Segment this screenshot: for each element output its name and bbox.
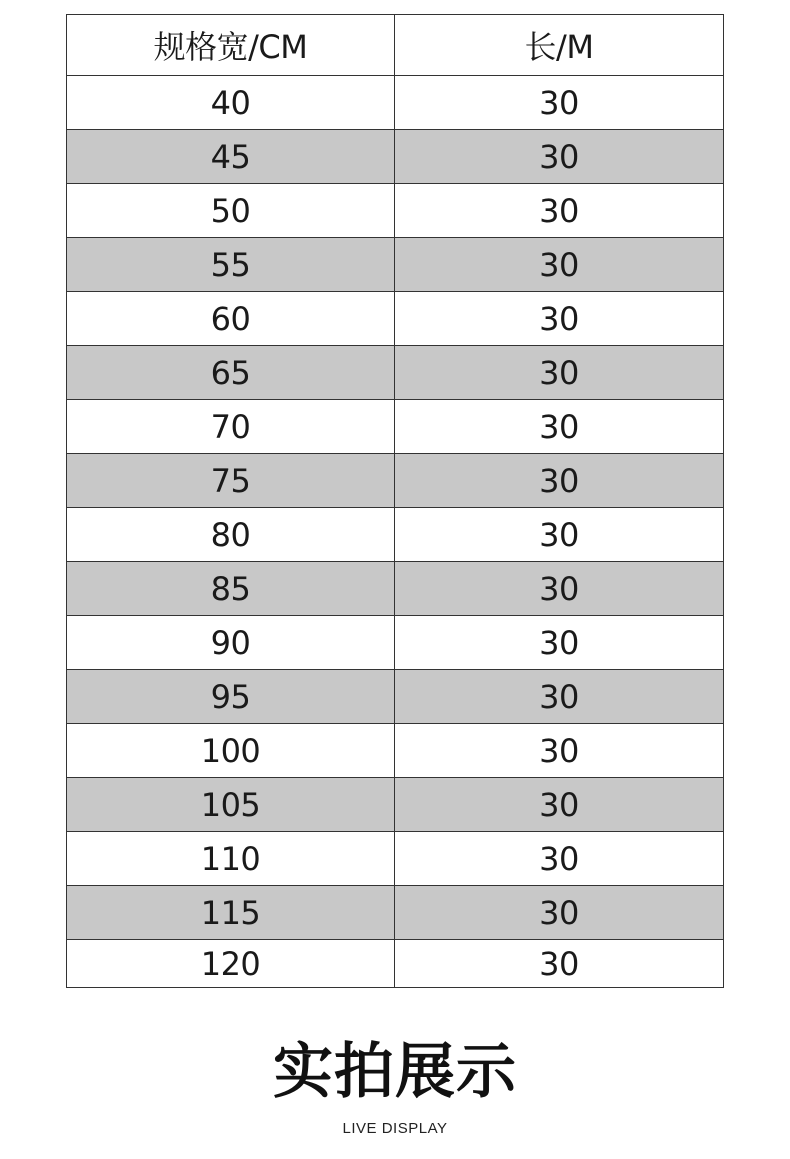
table-row xyxy=(67,454,724,508)
cell-width: 90 xyxy=(67,616,395,670)
cell-length: 30 xyxy=(395,886,724,940)
table-header xyxy=(67,15,724,76)
section-subtitle: LIVE DISPLAY xyxy=(342,1120,448,1137)
table-row xyxy=(67,238,724,292)
cell-length: 30 xyxy=(395,184,724,238)
size-table xyxy=(66,14,724,988)
cell-length: 30 xyxy=(395,454,724,508)
cell-width: 45 xyxy=(67,130,395,184)
table-body xyxy=(67,76,724,988)
cell-length: 30 xyxy=(395,670,724,724)
cell-width: 120 xyxy=(67,940,395,988)
cell-width: 65 xyxy=(67,346,395,400)
cell-length: 30 xyxy=(395,562,724,616)
cell-length: 30 xyxy=(395,238,724,292)
cell-length: 30 xyxy=(395,778,724,832)
cell-length: 30 xyxy=(395,400,724,454)
table-row xyxy=(67,724,724,778)
cell-width: 105 xyxy=(67,778,395,832)
table-row xyxy=(67,778,724,832)
cell-width: 115 xyxy=(67,886,395,940)
table-row xyxy=(67,940,724,988)
table-row xyxy=(67,616,724,670)
cell-length: 30 xyxy=(395,292,724,346)
cell-width: 80 xyxy=(67,508,395,562)
table-row xyxy=(67,130,724,184)
cell-length: 30 xyxy=(395,130,724,184)
table-row xyxy=(67,886,724,940)
table-row xyxy=(67,508,724,562)
header-length: 长/M xyxy=(395,15,724,76)
cell-length: 30 xyxy=(395,76,724,130)
table-row xyxy=(67,76,724,130)
cell-length: 30 xyxy=(395,508,724,562)
header-row xyxy=(67,15,724,76)
cell-width: 60 xyxy=(67,292,395,346)
cell-width: 75 xyxy=(67,454,395,508)
table-row xyxy=(67,292,724,346)
cell-width: 50 xyxy=(67,184,395,238)
cell-length: 30 xyxy=(395,346,724,400)
section-title: 实拍展示 xyxy=(273,1037,517,1107)
cell-width: 110 xyxy=(67,832,395,886)
table-row xyxy=(67,670,724,724)
table-row xyxy=(67,832,724,886)
table-row xyxy=(67,184,724,238)
cell-width: 100 xyxy=(67,724,395,778)
cell-width: 40 xyxy=(67,76,395,130)
cell-length: 30 xyxy=(395,616,724,670)
cell-width: 55 xyxy=(67,238,395,292)
header-width: 规格宽/CM xyxy=(67,15,395,76)
table-row xyxy=(67,346,724,400)
cell-length: 30 xyxy=(395,940,724,988)
cell-width: 95 xyxy=(67,670,395,724)
cell-length: 30 xyxy=(395,724,724,778)
cell-width: 85 xyxy=(67,562,395,616)
table-row xyxy=(67,562,724,616)
cell-width: 70 xyxy=(67,400,395,454)
cell-length: 30 xyxy=(395,832,724,886)
table-row xyxy=(67,400,724,454)
